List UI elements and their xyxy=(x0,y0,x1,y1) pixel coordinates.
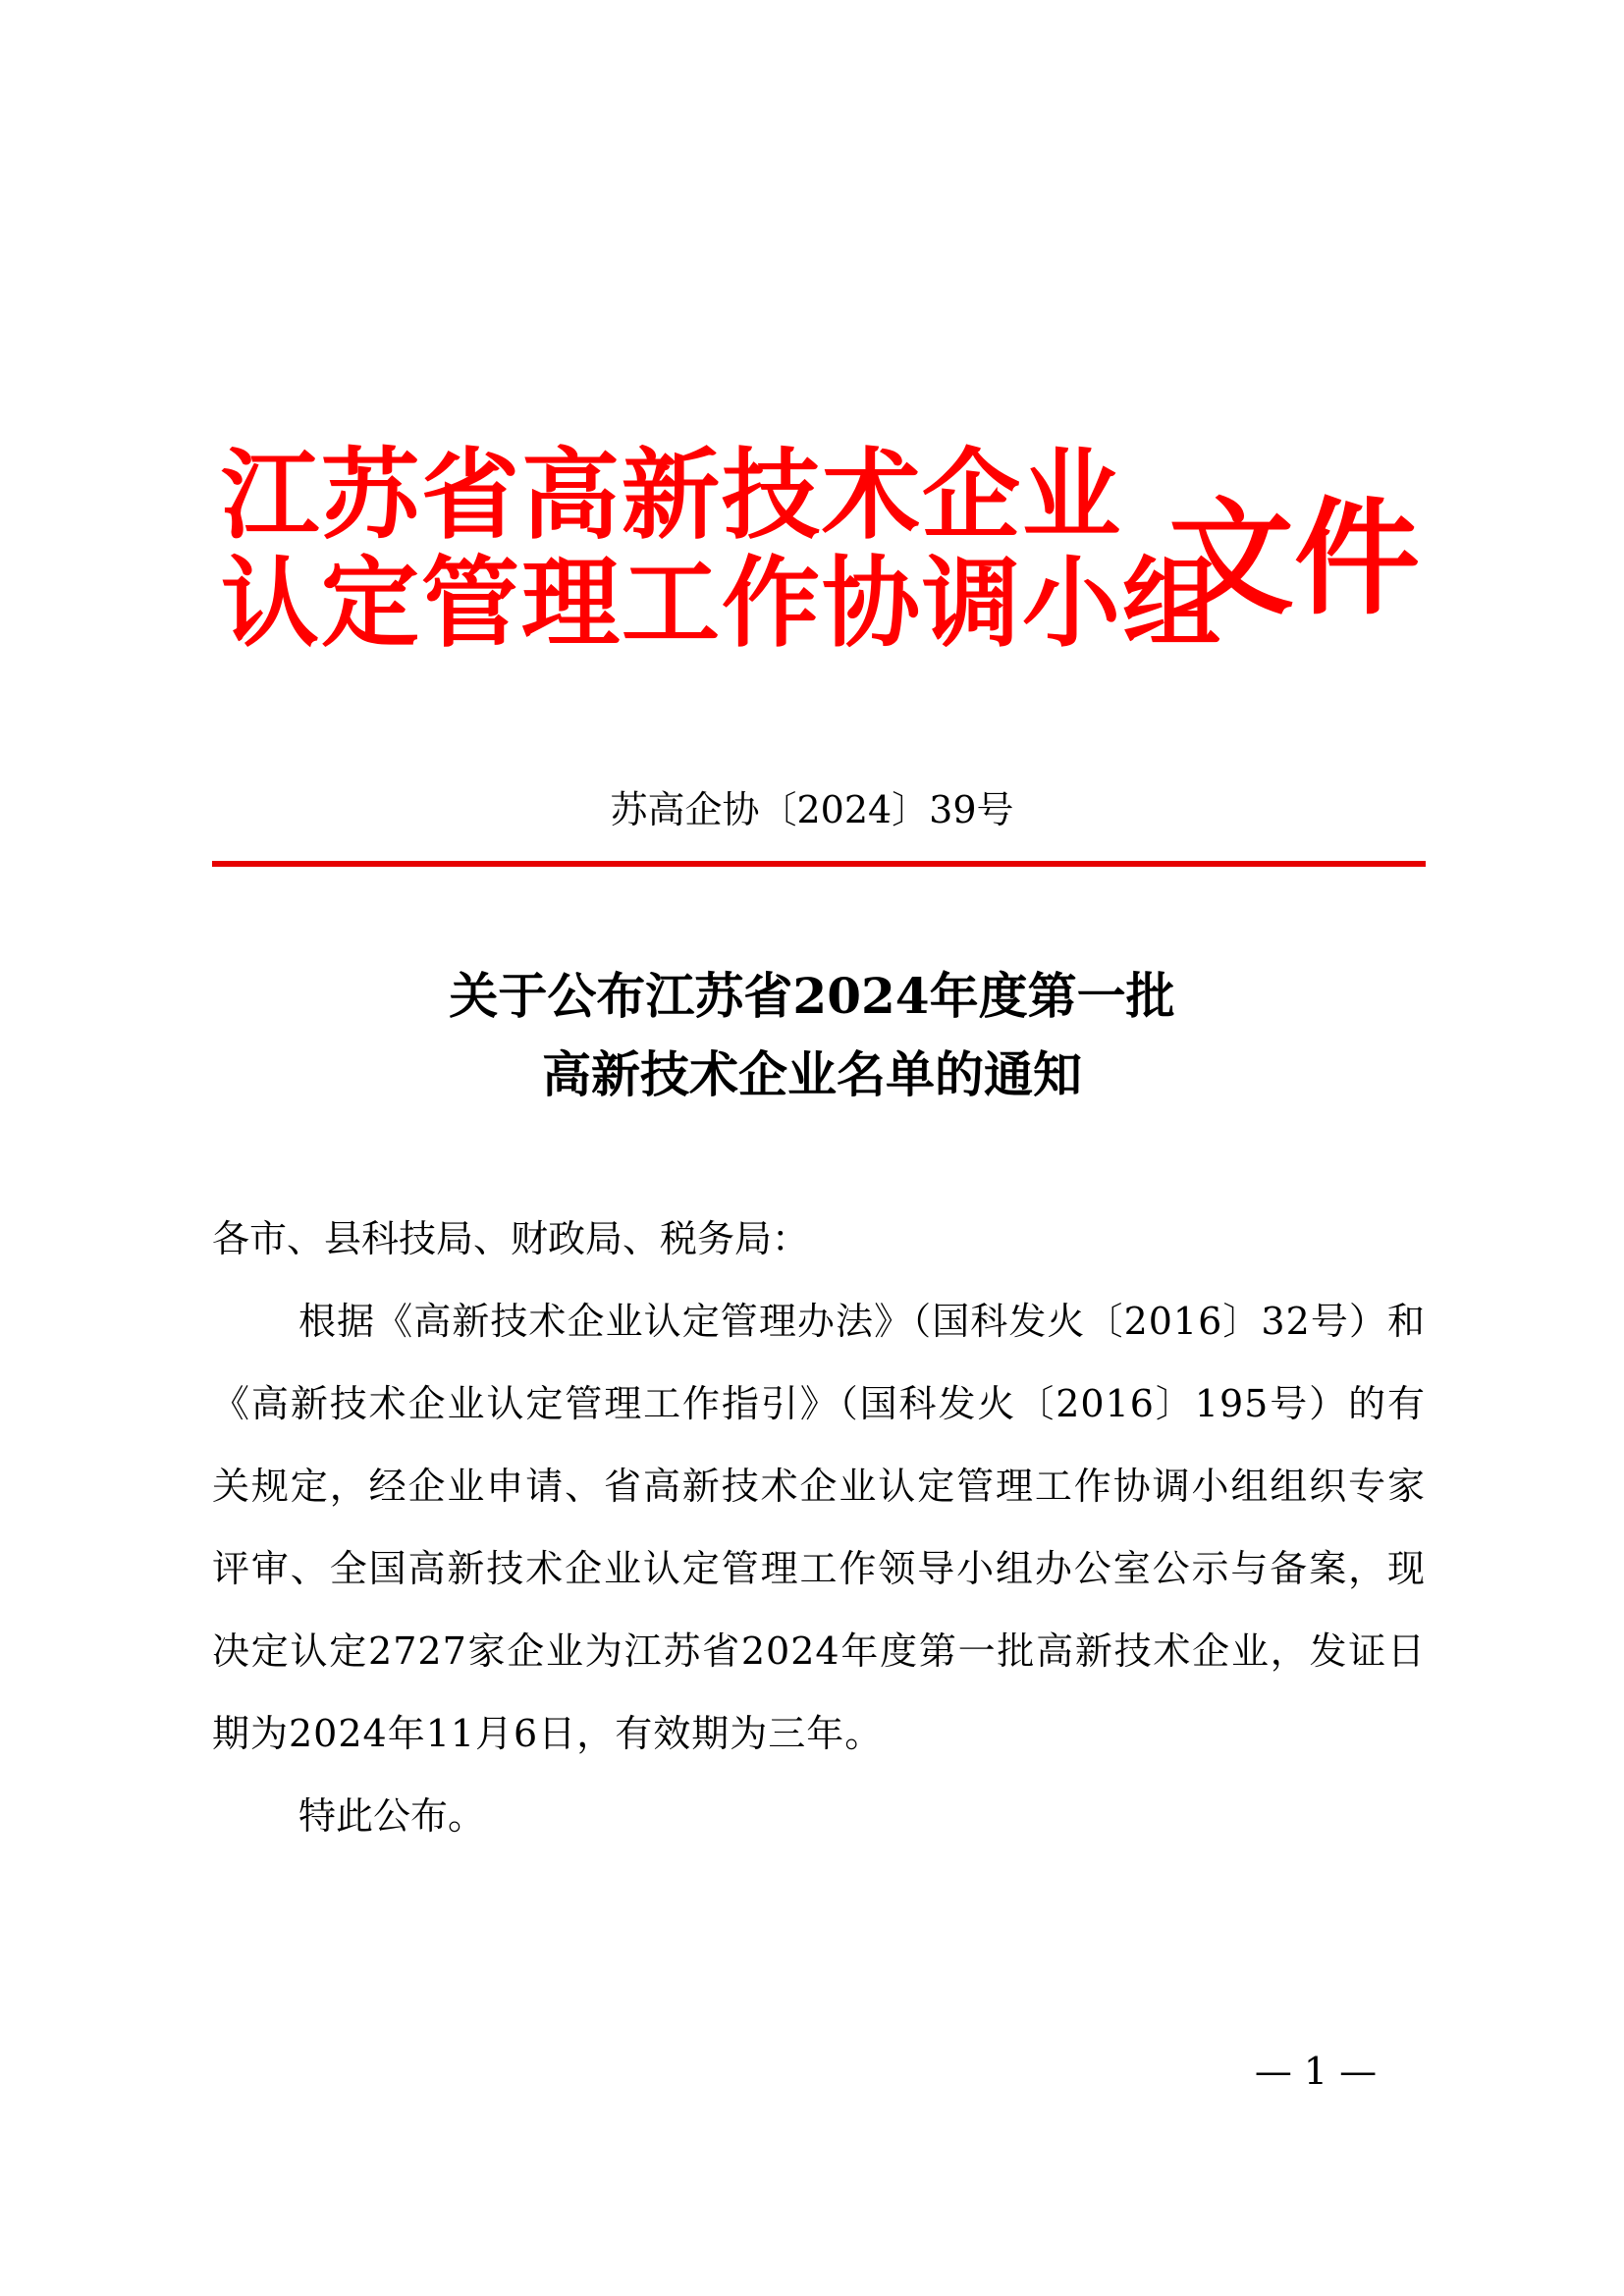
page-number: — 1 — xyxy=(1254,2050,1378,2093)
salutation: 各市、县科技局、财政局、税务局： xyxy=(212,1217,810,1260)
issuing-organization xyxy=(221,438,1222,661)
document-number: 苏高企协〔2024〕39号 xyxy=(610,788,1014,831)
document-header xyxy=(221,438,1421,697)
file-label: 文件 xyxy=(1168,486,1421,632)
organization-name-line-2: 认定管理工作协调小组 xyxy=(221,546,1222,661)
document-body xyxy=(212,1198,1426,1857)
title-line-1: 关于公布江苏省2024年度第一批 xyxy=(449,967,1175,1025)
red-divider xyxy=(212,861,1426,867)
title-line-2: 高新技术企业名单的通知 xyxy=(542,1045,1082,1103)
document-title xyxy=(0,957,1624,1114)
closing-statement: 特此公布。 xyxy=(298,1794,486,1838)
organization-name-line-1: 江苏省高新技术企业 xyxy=(221,438,1122,553)
main-paragraph: 根据《高新技术企业认定管理办法》（国科发火〔2016〕32号）和《高新技术企业认定管理工作指引》（国科发火〔2016〕195号）的有关规定，经企业申请、省高新技术企业认定管理工作协调小组组织专家评审、全国高新技术企业认定管理工作领导小组办公室公示与备案，现决定认定2727家企业为江苏省2024年度第一批高新技术企业，发证日期为2024年11月6日，有效期为三年。 xyxy=(212,1300,1426,1755)
